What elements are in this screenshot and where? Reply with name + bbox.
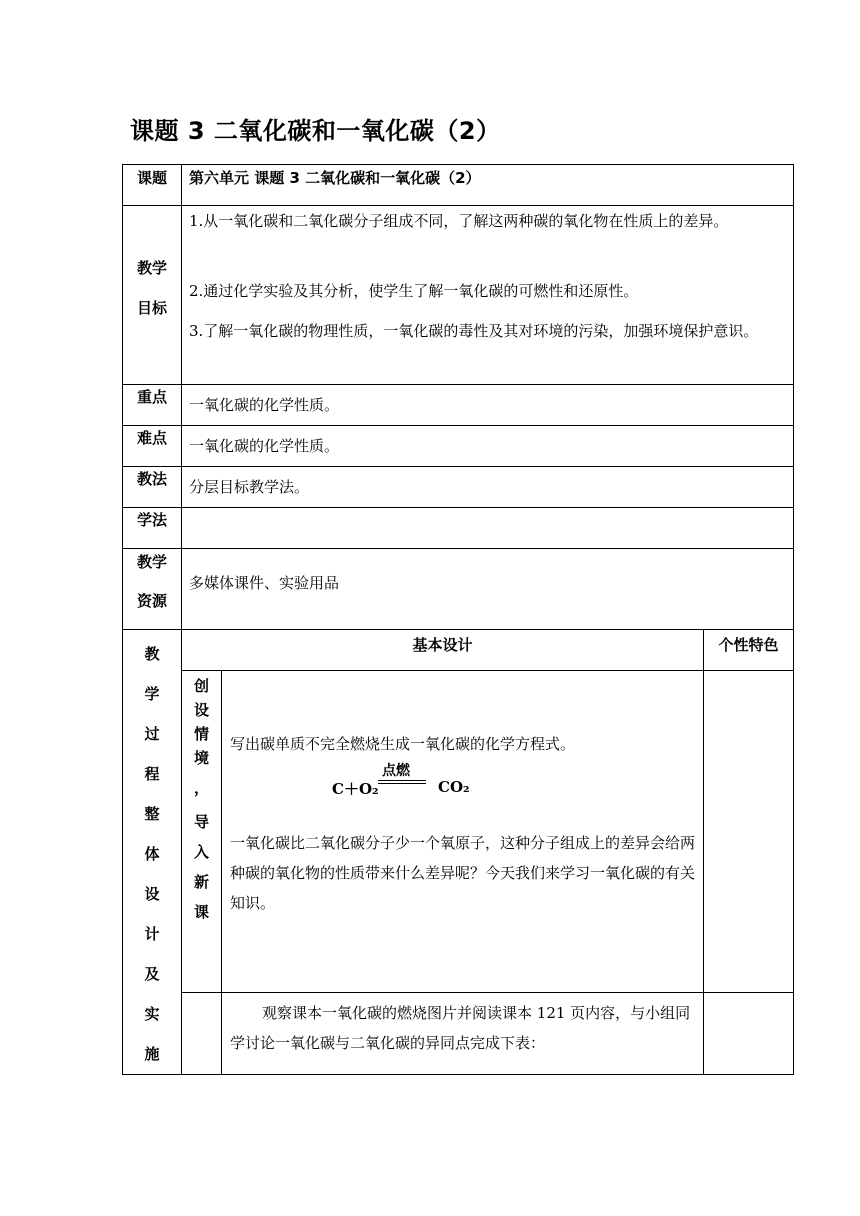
key-value: 一氧化碳的化学性质。 xyxy=(189,396,340,414)
resources-value: 多媒体课件、实验用品 xyxy=(189,574,340,592)
difficulty-value: 一氧化碳的化学性质。 xyxy=(189,437,340,455)
equation-product: CO₂ xyxy=(438,778,470,796)
difficulty-label: 难点 xyxy=(136,429,167,447)
topic-value: 第六单元 课题 3 二氧化碳和一氧化碳（2） xyxy=(189,169,481,187)
goals-label-2: 目标 xyxy=(136,299,167,317)
key-label: 重点 xyxy=(136,388,167,406)
equation-reactants: C＋O₂ xyxy=(332,780,379,798)
page-title: 课题 3 二氧化碳和一氧化碳（2） xyxy=(130,117,501,145)
header-personal-feature: 个性特色 xyxy=(718,636,779,654)
equation-condition: 点燃 xyxy=(382,763,410,779)
resources-label-1: 教学 xyxy=(136,553,167,571)
learning-method-label: 学法 xyxy=(136,511,167,529)
header-basic-design: 基本设计 xyxy=(412,636,473,654)
equation-arrow xyxy=(378,780,426,784)
next-stage-text: 观察课本一氧化碳的燃烧图片并阅读课本 121 页内容，与小组同学讨论一氧化碳与二氧化碳的异同点完成下表： xyxy=(230,1004,691,1052)
goal-item-3: 3.了解一氧化碳的物理性质，一氧化碳的毒性及其对环境的污染，加强环境保护意识。 xyxy=(189,322,759,340)
goal-item-2: 2.通过化学实验及其分析，使学生了解一氧化碳的可燃性和还原性。 xyxy=(189,282,639,300)
process-side-label: 教 学 过 程 整 体 设 计 及 实 施 xyxy=(144,645,160,1063)
resources-label-2: 资源 xyxy=(136,592,167,610)
goal-item-1: 1.从一氧化碳和二氧化碳分子组成不同，了解这两种碳的氧化物在性质上的差异。 xyxy=(189,212,729,230)
teaching-method-value: 分层目标教学法。 xyxy=(189,478,310,496)
goals-label-1: 教学 xyxy=(136,259,167,277)
topic-label: 课题 xyxy=(136,169,167,187)
chemical-equation xyxy=(332,763,470,799)
stage-text-1: 写出碳单质不完全燃烧生成一氧化碳的化学方程式。 xyxy=(230,735,576,753)
teaching-method-label: 教法 xyxy=(136,470,167,488)
stage-label: 创 设 情 境 ， 导 入 新 课 xyxy=(193,677,209,921)
stage-text-2: 一氧化碳比二氧化碳分子少一个氧原子，这种分子组成上的差异会给两种碳的氧化物的性质带来什么差异呢？今天我们来学习一氧化碳的有关知识。 xyxy=(230,834,696,912)
